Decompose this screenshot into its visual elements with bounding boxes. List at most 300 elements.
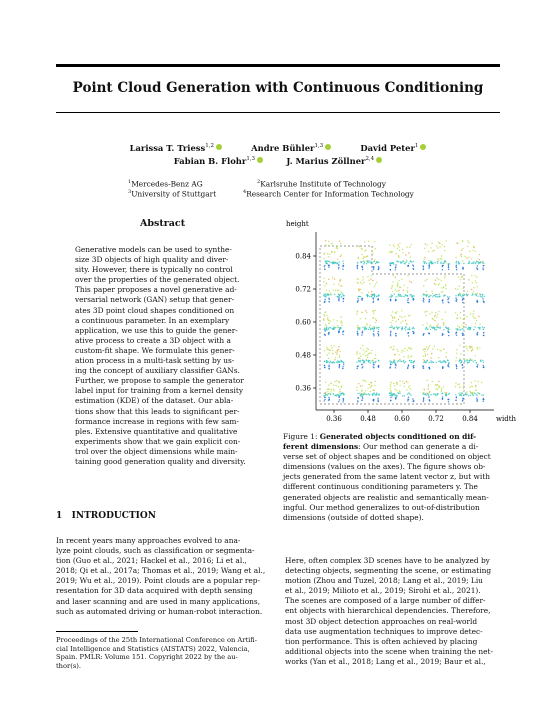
right-column-line: et al., 2019; Milioto et al., 2019; Sirohi et al., 2021).: [285, 586, 481, 596]
point: [429, 399, 430, 400]
point: [442, 396, 443, 397]
point: [442, 366, 443, 367]
point: [462, 288, 463, 289]
point: [438, 387, 439, 388]
point: [447, 359, 448, 360]
point: [466, 258, 467, 259]
point: [327, 349, 328, 350]
generated-chair: [422, 275, 450, 303]
point: [483, 367, 484, 368]
point: [328, 366, 329, 367]
point: [326, 261, 327, 262]
point: [375, 361, 376, 362]
author-name: David Peter: [360, 142, 415, 153]
point: [434, 283, 435, 284]
point: [341, 361, 342, 362]
author-line-2: [56, 154, 500, 167]
point: [375, 381, 376, 382]
point: [361, 400, 362, 401]
figure-1-caption: [283, 432, 500, 523]
point: [393, 349, 394, 350]
point: [456, 261, 457, 262]
point: [462, 267, 463, 268]
point: [396, 349, 397, 350]
point: [435, 262, 436, 263]
point: [368, 353, 369, 354]
point: [339, 367, 340, 368]
point: [439, 246, 440, 247]
point: [393, 328, 394, 329]
point: [468, 327, 469, 328]
point: [439, 296, 440, 297]
point: [340, 243, 341, 244]
point: [428, 260, 429, 261]
point: [434, 295, 435, 296]
point: [362, 360, 363, 361]
point: [357, 393, 358, 394]
point: [404, 328, 405, 329]
point: [372, 311, 373, 312]
point: [392, 285, 393, 286]
point: [367, 348, 368, 349]
point: [462, 367, 463, 368]
point: [324, 266, 325, 267]
point: [371, 382, 372, 383]
point: [468, 328, 469, 329]
point: [374, 385, 375, 386]
point: [338, 349, 339, 350]
point: [375, 248, 376, 249]
point: [455, 300, 456, 301]
author-sup: 1,3: [246, 156, 256, 163]
point: [371, 294, 372, 295]
point: [436, 296, 437, 297]
point: [393, 346, 394, 347]
point: [472, 393, 473, 394]
point: [471, 263, 472, 264]
point: [425, 315, 426, 316]
intro-line: 2018; Qi et al., 2017a; Thomas et al., 2019; Wang et al.,: [56, 566, 266, 576]
point: [468, 395, 469, 396]
point: [370, 353, 371, 354]
point: [390, 269, 391, 270]
point: [372, 294, 373, 295]
intro-line: such as automated driving or human-robot interaction.: [56, 606, 263, 616]
point: [465, 393, 466, 394]
point: [329, 290, 330, 291]
abstract-line: ples. Extensive quantitative and qualitative: [75, 426, 238, 436]
point: [359, 353, 360, 354]
point: [365, 355, 366, 356]
point: [390, 264, 391, 265]
point: [404, 395, 405, 396]
point: [324, 285, 325, 286]
point: [476, 301, 477, 302]
point: [396, 291, 397, 292]
point: [406, 261, 407, 262]
point: [475, 262, 476, 263]
point: [407, 295, 408, 296]
point: [443, 287, 444, 288]
point: [426, 296, 427, 297]
generated-chair: [356, 345, 379, 369]
abstract-line: trol over the object dimensions while main-: [75, 446, 238, 456]
point: [457, 317, 458, 318]
point: [375, 358, 376, 359]
point: [328, 352, 329, 353]
point: [324, 350, 325, 351]
generated-chair: [357, 241, 380, 271]
point: [391, 296, 392, 297]
point: [425, 243, 426, 244]
point: [375, 310, 376, 311]
point: [360, 282, 361, 283]
point: [378, 366, 379, 367]
point: [332, 263, 333, 264]
point: [393, 359, 394, 360]
point: [432, 293, 433, 294]
point: [333, 328, 334, 329]
generated-chair: [324, 345, 345, 369]
point: [427, 295, 428, 296]
point: [441, 287, 442, 288]
right-column-body: [285, 556, 501, 667]
point: [468, 262, 469, 263]
point: [414, 360, 415, 361]
point: [361, 266, 362, 267]
point: [436, 389, 437, 390]
right-column-line: motion (Zhou and Tuzel, 2018; Lang et al., 2019; Liu: [285, 576, 483, 586]
point: [339, 396, 340, 397]
point: [373, 261, 374, 262]
point: [366, 394, 367, 395]
point: [399, 250, 400, 251]
point: [470, 358, 471, 359]
point: [337, 352, 338, 353]
point: [338, 267, 339, 268]
caption-first-rest: : Our method can generate a di-: [358, 442, 479, 452]
point: [361, 395, 362, 396]
point: [423, 285, 424, 286]
point: [483, 395, 484, 396]
point: [331, 345, 332, 346]
point: [466, 391, 467, 392]
point: [340, 294, 341, 295]
point: [471, 275, 472, 276]
point: [376, 296, 377, 297]
point: [412, 401, 413, 402]
point: [466, 359, 467, 360]
point: [459, 358, 460, 359]
point: [470, 392, 471, 393]
point: [390, 390, 391, 391]
point: [396, 390, 397, 391]
point: [462, 299, 463, 300]
point: [472, 293, 473, 294]
point: [444, 250, 445, 251]
point: [441, 362, 442, 363]
point: [460, 312, 461, 313]
point: [438, 259, 439, 260]
point: [365, 390, 366, 391]
point: [395, 299, 396, 300]
point: [426, 346, 427, 347]
point: [443, 324, 444, 325]
point: [369, 360, 370, 361]
point: [430, 329, 431, 330]
generated-chair: [455, 345, 484, 370]
point: [469, 361, 470, 362]
point: [393, 244, 394, 245]
point: [391, 392, 392, 393]
point: [483, 365, 484, 366]
point: [396, 327, 397, 328]
point: [324, 294, 325, 295]
point: [338, 394, 339, 395]
point: [477, 366, 478, 367]
point: [443, 322, 444, 323]
author-name: Fabian B. Flohr: [173, 156, 247, 167]
point: [465, 345, 466, 346]
point: [338, 300, 339, 301]
point: [458, 261, 459, 262]
point: [366, 323, 367, 324]
point: [358, 383, 359, 384]
point: [402, 261, 403, 262]
point: [371, 291, 372, 292]
point: [455, 333, 456, 334]
point: [455, 312, 456, 313]
point: [373, 399, 374, 400]
point: [446, 261, 447, 262]
point: [369, 327, 370, 328]
point: [395, 335, 396, 336]
point: [434, 316, 435, 317]
point: [364, 328, 365, 329]
point: [408, 263, 409, 264]
point: [370, 391, 371, 392]
point: [375, 362, 376, 363]
point: [336, 246, 337, 247]
point: [323, 295, 324, 296]
point: [429, 392, 430, 393]
x-tick-label: 0.60: [394, 415, 410, 423]
point: [362, 345, 363, 346]
abstract-line: over the properties of the generated object.: [75, 275, 240, 285]
point: [374, 296, 375, 297]
point: [356, 361, 357, 362]
abstract-line: tions show that this leads to significant per-: [75, 406, 240, 416]
point: [331, 252, 332, 253]
point: [409, 247, 410, 248]
point: [423, 259, 424, 260]
point: [409, 327, 410, 328]
point: [470, 359, 471, 360]
point: [470, 346, 471, 347]
point: [375, 322, 376, 323]
point: [373, 318, 374, 319]
point: [401, 279, 402, 280]
point: [368, 393, 369, 394]
point: [477, 347, 478, 348]
point: [466, 348, 467, 349]
point: [332, 277, 333, 278]
point: [361, 334, 362, 335]
affil-sup: 3: [128, 189, 132, 195]
point: [342, 260, 343, 261]
point: [339, 393, 340, 394]
point: [397, 261, 398, 262]
point: [468, 242, 469, 243]
point: [370, 387, 371, 388]
point: [434, 346, 435, 347]
point: [373, 364, 374, 365]
point: [457, 328, 458, 329]
point: [364, 262, 365, 263]
point: [432, 318, 433, 319]
point: [373, 302, 374, 303]
point: [401, 351, 402, 352]
point: [436, 245, 437, 246]
point: [396, 395, 397, 396]
point: [412, 295, 413, 296]
point: [395, 277, 396, 278]
orcid-icon[interactable]: [420, 144, 426, 150]
point: [362, 269, 363, 270]
point: [478, 316, 479, 317]
point: [372, 246, 373, 247]
intro-line: In recent years many approaches evolved to ana-: [56, 536, 241, 545]
point: [476, 401, 477, 402]
point: [362, 349, 363, 350]
point: [469, 251, 470, 252]
point: [391, 361, 392, 362]
point: [337, 259, 338, 260]
point: [407, 302, 408, 303]
point: [480, 361, 481, 362]
point: [405, 361, 406, 362]
point: [398, 319, 399, 320]
point: [408, 387, 409, 388]
orcid-icon[interactable]: [257, 157, 263, 163]
point: [377, 401, 378, 402]
point: [399, 316, 400, 317]
point: [463, 322, 464, 323]
point: [425, 311, 426, 312]
point: [439, 350, 440, 351]
point: [442, 291, 443, 292]
point: [445, 311, 446, 312]
point: [456, 332, 457, 333]
point: [478, 393, 479, 394]
point: [333, 319, 334, 320]
point: [371, 386, 372, 387]
point: [374, 390, 375, 391]
caption-line: generated objects are realistic and semantically mean-: [283, 492, 489, 502]
point: [324, 312, 325, 313]
point: [364, 257, 365, 258]
point: [431, 353, 432, 354]
point: [405, 320, 406, 321]
affil-text: Mercedes-Benz AG: [131, 179, 203, 189]
point: [469, 329, 470, 330]
point: [330, 383, 331, 384]
point: [429, 299, 430, 300]
point: [473, 317, 474, 318]
point: [370, 328, 371, 329]
point: [336, 361, 337, 362]
point: [432, 251, 433, 252]
orcid-icon[interactable]: [216, 144, 222, 150]
point: [397, 351, 398, 352]
point: [426, 311, 427, 312]
point: [428, 384, 429, 385]
point: [324, 265, 325, 266]
point: [356, 313, 357, 314]
point: [366, 263, 367, 264]
point: [364, 325, 365, 326]
orcid-icon[interactable]: [376, 157, 382, 163]
footnote: [56, 636, 272, 670]
point: [456, 397, 457, 398]
point: [357, 334, 358, 335]
point: [391, 262, 392, 263]
point: [367, 262, 368, 263]
point: [378, 262, 379, 263]
point: [399, 246, 400, 247]
point: [483, 335, 484, 336]
point: [471, 386, 472, 387]
point: [337, 248, 338, 249]
point: [371, 296, 372, 297]
point: [438, 284, 439, 285]
point: [424, 248, 425, 249]
point: [342, 269, 343, 270]
generated-chair: [422, 345, 449, 370]
point: [428, 395, 429, 396]
point: [356, 353, 357, 354]
right-column-line: data use augmentation techniques to improve detec-: [285, 626, 483, 636]
point: [327, 253, 328, 254]
point: [399, 393, 400, 394]
point: [394, 294, 395, 295]
point: [471, 360, 472, 361]
point: [473, 361, 474, 362]
point: [459, 326, 460, 327]
point: [360, 261, 361, 262]
point: [369, 353, 370, 354]
point: [323, 314, 324, 315]
point: [473, 329, 474, 330]
point: [337, 325, 338, 326]
point: [335, 394, 336, 395]
point: [463, 293, 464, 294]
point: [340, 256, 341, 257]
point: [409, 360, 410, 361]
orcid-icon[interactable]: [325, 144, 331, 150]
point: [445, 361, 446, 362]
point: [398, 261, 399, 262]
point: [481, 395, 482, 396]
point: [398, 244, 399, 245]
point: [464, 359, 465, 360]
point: [476, 389, 477, 390]
point: [462, 400, 463, 401]
point: [448, 401, 449, 402]
point: [475, 263, 476, 264]
point: [438, 296, 439, 297]
point: [425, 353, 426, 354]
